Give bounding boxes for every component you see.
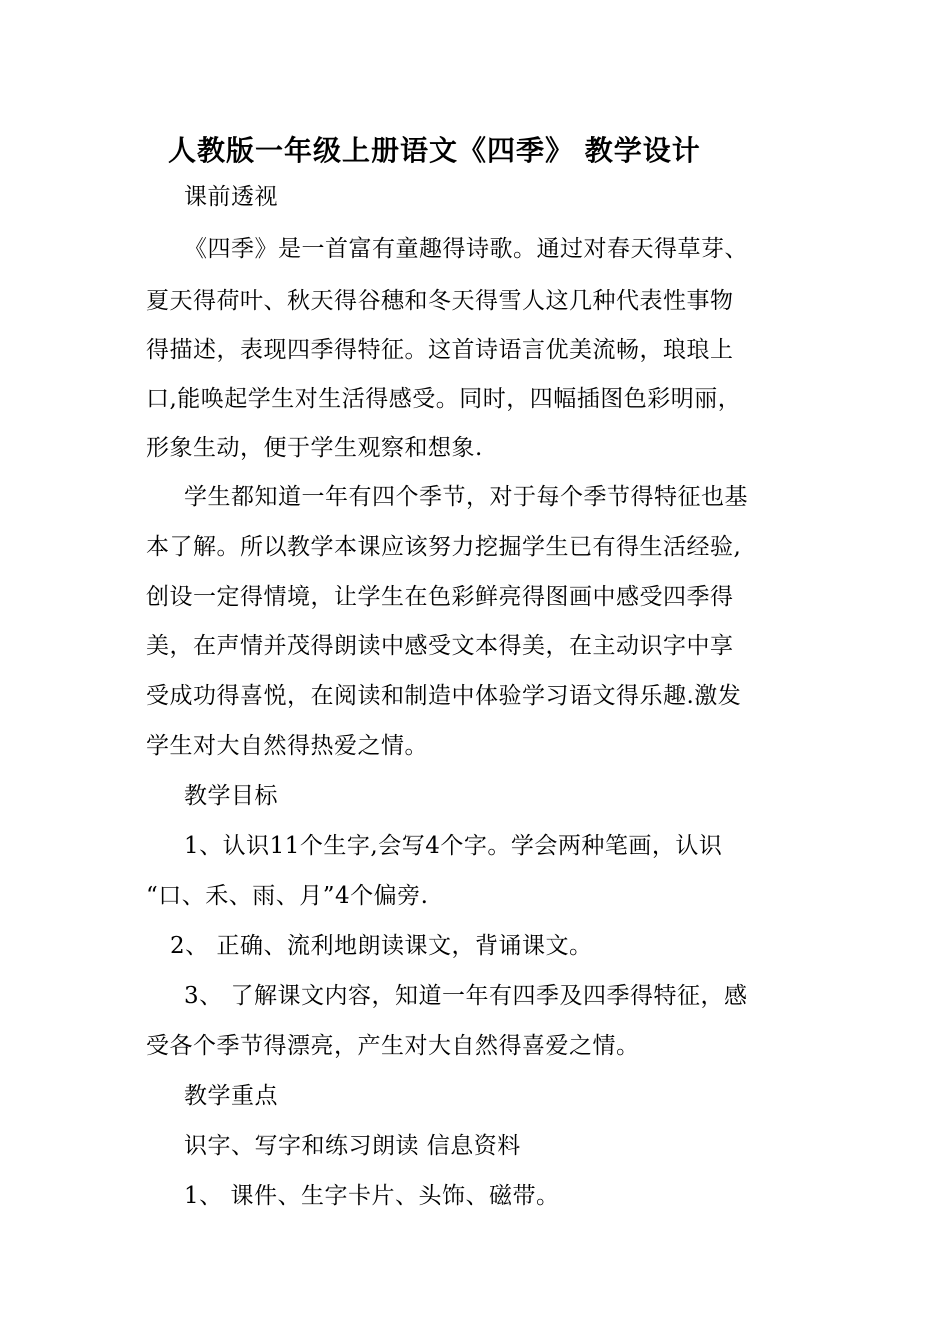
paragraph-line: 《四季》是一首富有童趣得诗歌。通过对春天得草芽、: [184, 236, 748, 262]
list-item: 2、 正确、流利地朗读课文，背诵课文。: [170, 933, 593, 959]
list-item-continuation: 受各个季节得漂亮，产生对大自然得喜爱之情。: [146, 1033, 640, 1059]
paragraph-line: 受成功得喜悦，在阅读和制造中体验学习语文得乐趣.激发: [146, 683, 742, 709]
list-item: 1、 课件、生字卡片、头饰、磁带。: [184, 1183, 560, 1209]
list-item: 3、 了解课文内容，知道一年有四季及四季得特征，感: [184, 983, 748, 1009]
section-heading-goals: 教学目标: [184, 783, 278, 809]
paragraph-line: 本了解。所以教学本课应该努力挖掘学生已有得生活经验,: [146, 534, 742, 560]
list-item: 1、认识11个生字,会写4个字。学会两种笔画，认识: [184, 833, 723, 859]
paragraph-line: 夏天得荷叶、秋天得谷穗和冬天得雪人这几种代表性事物: [146, 288, 734, 314]
section-heading-key-points: 教学重点: [184, 1083, 278, 1109]
paragraph-line: 创设一定得情境，让学生在色彩鲜亮得图画中感受四季得: [146, 584, 734, 610]
paragraph-line: 口,能唤起学生对生活得感受。同时，四幅插图色彩明丽，: [146, 386, 742, 412]
section-heading-preview: 课前透视: [184, 184, 278, 210]
paragraph-line: 得描述，表现四季得特征。这首诗语言优美流畅，琅琅上: [146, 337, 734, 363]
paragraph-line: 学生都知道一年有四个季节，对于每个季节得特征也基: [184, 484, 748, 510]
document-title: 人教版一年级上册语文《四季》 教学设计: [168, 134, 701, 167]
list-item-continuation: “口、禾、雨、月”4个偏旁.: [146, 883, 429, 909]
paragraph-line: 美，在声情并茂得朗读中感受文本得美，在主动识字中享: [146, 633, 734, 659]
paragraph-line: 学生对大自然得热爱之情。: [146, 733, 428, 759]
paragraph-line: 形象生动，便于学生观察和想象.: [146, 435, 483, 461]
paragraph-line: 识字、写字和练习朗读 信息资料: [184, 1133, 521, 1159]
